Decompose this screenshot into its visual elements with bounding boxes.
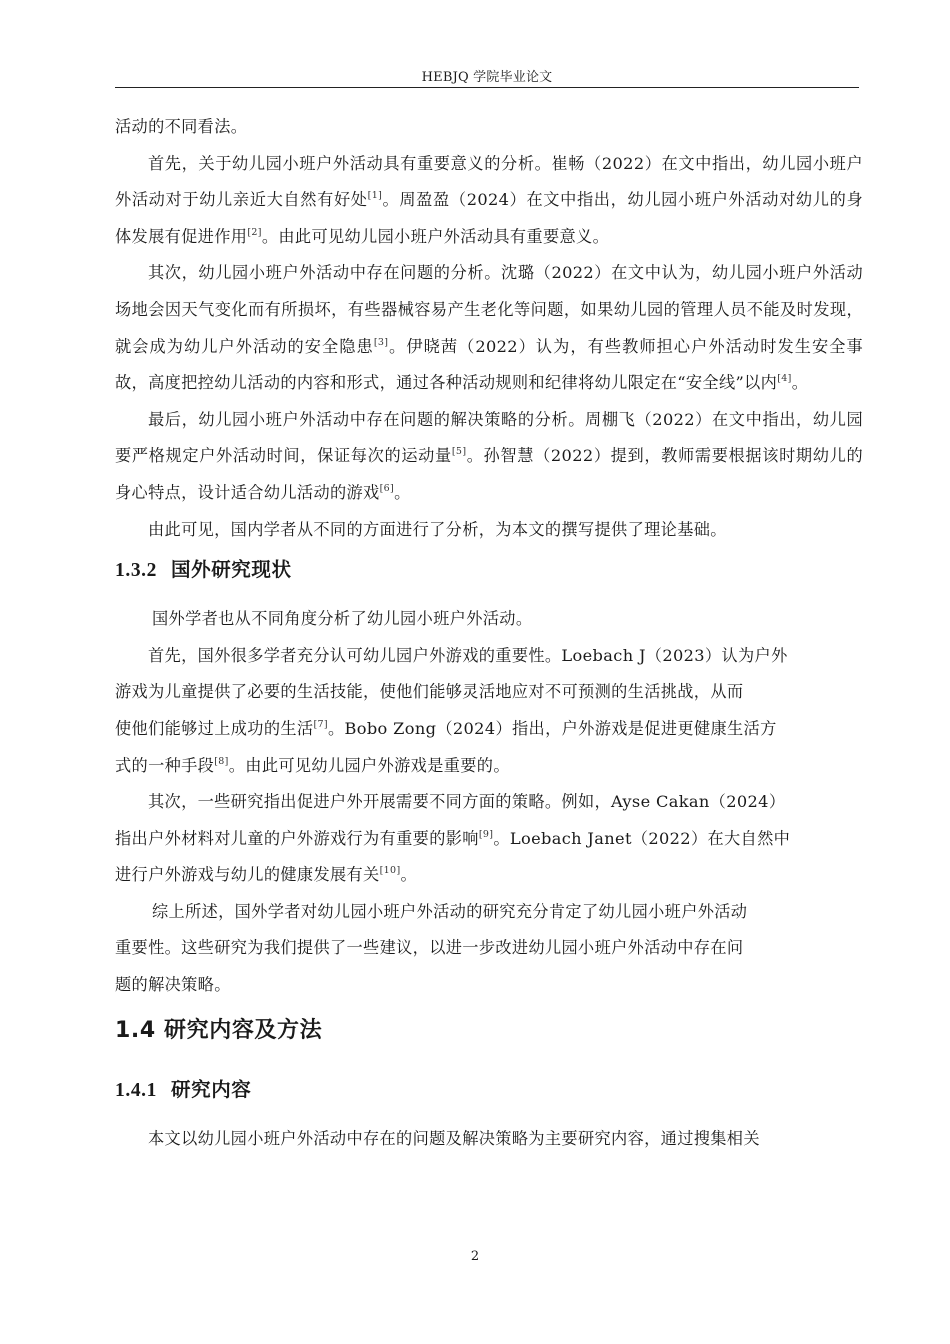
paragraph-text: 其次，幼儿园小班户外活动中存在问题的分析。沈璐（2022）在文中认为，幼儿园小班户外活动场地会因天气变化而有所损坏，有些器械容易产生老化等问题，如果幼儿园的管理人员不能及时发现，就会成为幼儿户外活动的安全隐患: [115, 263, 863, 356]
paragraph-line: 综上所述，国外学者对幼儿园小班户外活动的研究充分肯定了幼儿园小班户外活动: [152, 901, 748, 921]
header-rule: [115, 87, 859, 88]
paragraph-text: 进行户外游戏与幼儿的健康发展有关: [115, 865, 380, 885]
heading-text: 研究内容: [171, 1077, 252, 1101]
paragraph-text: 游戏为儿童提供了必要的生活技能，使他们能够灵活地应对不可预测的生活挑战，从而: [115, 682, 744, 702]
citation-ref: [4]: [777, 373, 792, 385]
heading-text: 国外研究现状: [171, 558, 292, 582]
paragraph-line: [115, 711, 863, 748]
citation-ref: [1]: [367, 190, 383, 202]
paragraph-line: [115, 857, 863, 894]
paragraph-foreign-strategies: [115, 784, 863, 894]
paragraph-text: 由此可见，国内学者从不同的方面进行了分析，为本文的撰写提供了理论基础。: [148, 519, 727, 539]
citation-ref: [7]: [313, 718, 328, 730]
section-heading-1-3-2: [115, 558, 863, 583]
page-number: 2: [470, 1249, 480, 1264]
paragraph-line: [115, 674, 863, 711]
paragraph-problems: [115, 255, 863, 401]
citation-ref: [9]: [478, 828, 494, 840]
paragraph-text: 。孙智慧（2022）提到，教师需要根据该时期幼儿的身心特点，设计适合幼儿活动的游戏: [115, 446, 863, 502]
paragraph-line: [115, 821, 863, 858]
paragraph-domestic-summary: [115, 512, 863, 549]
paragraph-text: 。由此可见幼儿园小班户外活动具有重要意义。: [261, 226, 610, 246]
citation-ref: [8]: [214, 755, 229, 767]
paragraph-research-content: [115, 1121, 863, 1158]
paragraph-text: 本文以幼儿园小班户外活动中存在的问题及解决策略为主要研究内容，通过搜集相关: [148, 1128, 760, 1148]
paragraph-significance: [115, 146, 863, 256]
citation-ref: [3]: [373, 336, 389, 348]
paragraph-text: 国外学者也从不同角度分析了幼儿园小班户外活动。: [152, 609, 533, 629]
citation-ref: [6]: [379, 482, 395, 494]
heading-number: 1.3.2: [115, 560, 157, 582]
paragraph-foreign-intro: [115, 601, 863, 638]
paragraph-text: 。周盈盈（2024）在文中指出，幼儿园小班户外活动对幼儿的身体发展有促进作用: [115, 190, 863, 246]
paragraph-foreign-summary: [115, 894, 863, 1004]
paragraph-text: 。: [400, 865, 418, 885]
paragraph-text: 。: [791, 373, 809, 393]
running-header: HEBJQ 学院毕业论文: [421, 70, 553, 85]
paragraph-text: 。Bobo Zong（2024）指出，户外游戏是促进更健康生活方: [327, 718, 777, 738]
paragraph-text: 指出户外材料对儿童的户外游戏行为有重要的影响: [115, 828, 479, 848]
section-heading-1-4: 1.4 研究内容及方法: [115, 1017, 323, 1043]
paragraph-continuation: [115, 109, 863, 146]
paragraph-line: 首先，国外很多学者充分认可幼儿园户外游戏的重要性。Loebach J（2023）认为户外: [148, 645, 788, 665]
paragraph-text: 式的一种手段: [115, 755, 215, 775]
paragraph-text: 活动的不同看法。: [115, 117, 248, 136]
paragraph-text: 。由此可见幼儿园户外游戏是重要的。: [228, 755, 510, 775]
paragraph-text: 首先，关于幼儿园小班户外活动具有重要意义的分析。崔畅（2022）在文中指出，幼儿园小班户外活动对于幼儿亲近大自然有好处: [115, 153, 863, 210]
paragraph-text: 。: [394, 482, 411, 502]
paragraph-line: [115, 748, 863, 785]
paragraph-line: 其次，一些研究指出促进户外开展需要不同方面的策略。例如，Ayse Cakan（2024）: [148, 792, 786, 812]
paragraph-strategies: [115, 402, 863, 512]
citation-ref: [5]: [451, 446, 467, 458]
citation-ref: [2]: [247, 226, 262, 238]
paragraph-text: 。伊晓茜（2022）认为，有些教师担心户外活动时发生安全事故，高度把控幼儿活动的内容和形式，通过各种活动规则和纪律将幼儿限定在“安全线”以内: [115, 336, 864, 393]
paragraph-line: 题的解决策略。: [115, 975, 231, 995]
page-body: [115, 109, 863, 1157]
paragraph-line: 重要性。这些研究为我们提供了一些建议，以进一步改进幼儿园小班户外活动中存在问: [115, 938, 744, 958]
heading-number: 1.4.1: [115, 1079, 157, 1101]
paragraph-text: 最后，幼儿园小班户外活动中存在问题的解决策略的分析。周棚飞（2022）在文中指出，幼儿园要严格规定户外活动时间，保证每次的运动量: [115, 409, 863, 466]
section-heading-1-4-1: [115, 1078, 863, 1103]
paragraph-foreign-importance: [115, 638, 863, 784]
paragraph-text: 使他们能够过上成功的生活: [115, 718, 314, 738]
citation-ref: [10]: [379, 865, 401, 877]
paragraph-text: 。Loebach Janet（2022）在大自然中: [493, 828, 791, 848]
